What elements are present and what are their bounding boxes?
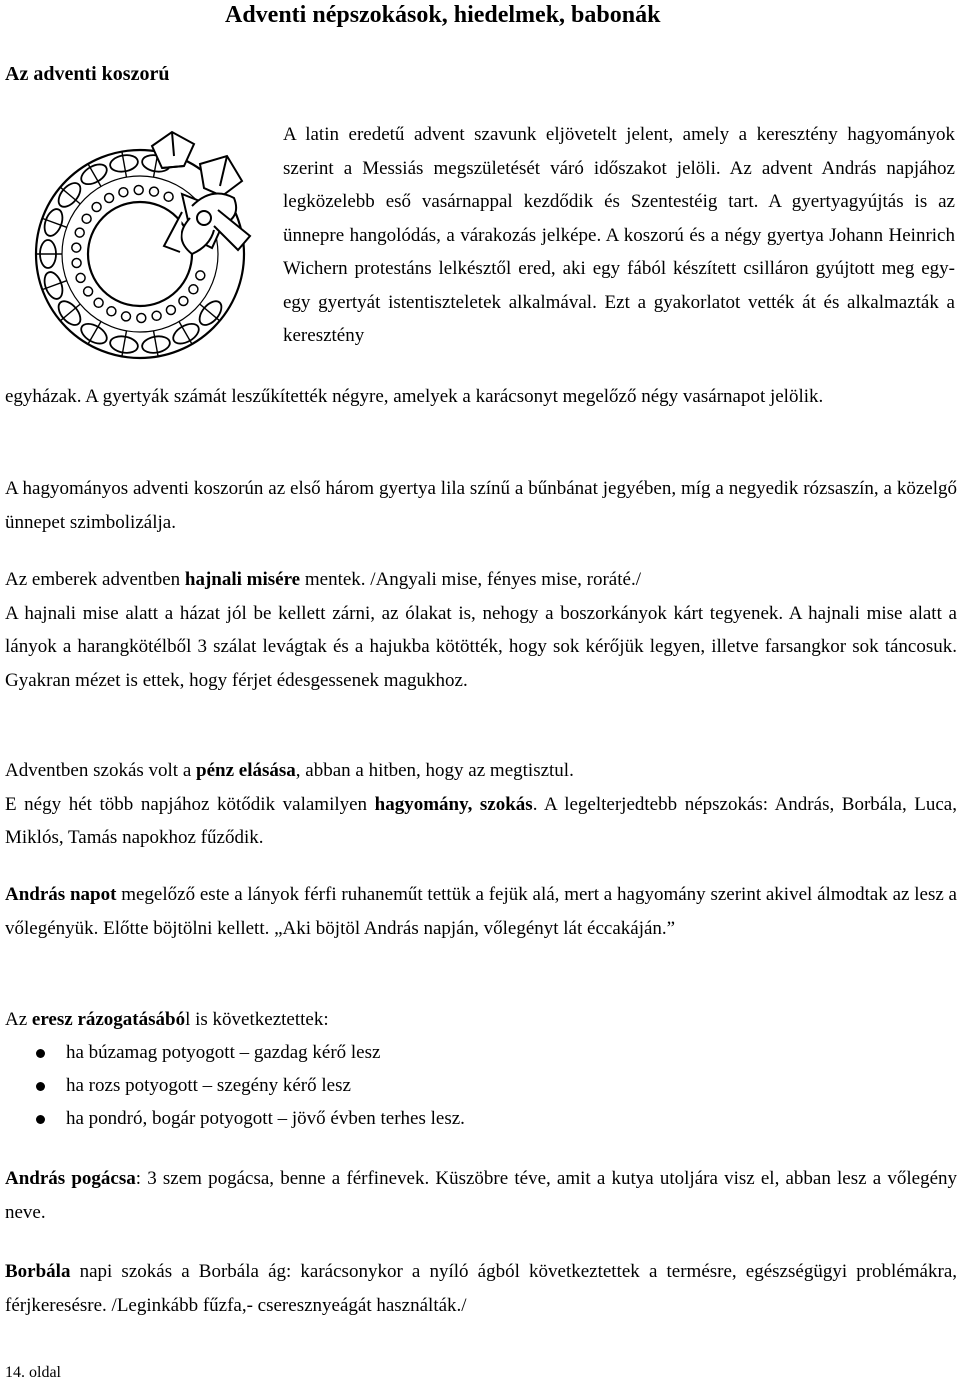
bold-term: eresz rázogatásábó — [31, 1009, 186, 1030]
text-run: E négy hét több napjához kötődik valamilyen — [5, 793, 375, 815]
bold-term: hajnali misére — [184, 569, 301, 590]
text-run: Az — [5, 1009, 32, 1030]
andras-pogacsa-paragraph — [5, 1162, 957, 1229]
bullet-icon — [36, 1115, 45, 1124]
eaves-shaking-paragraph — [5, 1003, 957, 1037]
list-item-text: ha búzamag potyogott – gazdag kérő lesz — [66, 1042, 381, 1063]
text-run: napi szokás a Borbála ág: karácsonykor a nyíló ágból következtettek a termésre, egészségügyi problémákra, férjkeresésre. /Leginkább fűzfa,- cseresznyeágát használták./ — [5, 1261, 957, 1316]
candles-paragraph: A hagyományos adventi koszorún az első három gyertya lila színű a bűnbánat jegyében, míg a negyedik rózsaszín, a közelgő ünnepet szimbolizálja. — [5, 478, 957, 533]
text-run: : 3 szem pogácsa, benne a férfinevek. Küszöbre téve, amit a kutya utoljára visz el, abban lesz a vőlegény neve. — [5, 1168, 958, 1223]
omens-list — [5, 1036, 905, 1135]
advent-wreath-illustration — [22, 126, 274, 368]
bullet-icon — [36, 1082, 45, 1091]
bullet-icon — [36, 1049, 45, 1058]
bold-term: hagyomány, szokás — [374, 793, 533, 815]
intro-paragraph: A latin eredetű advent szavunk eljövetelt jelent, amely a keresztény hagyományok szerint a Messiás megszületését váró időszakot jelöli. Az advent András napjához legközelebb eső vasárnappal kezdődik és Szentestéig tart. A gyertyagyújtás is az ünnepre hangolódás, a várakozás jelképe. A koszorú és a négy gyertya Johann Heinrich Wichern protestáns lelkésztől ered, aki egy fából készített csilláron gyújtott meg egy-egy gyertyát istentiszteletek alkalmával. Ezt a gyakorlatot vették át és alkalmazták a keresztény — [283, 124, 955, 346]
money-burying-paragraph — [5, 754, 957, 855]
bold-term: pénz elásása — [196, 760, 296, 781]
bold-term: András napot — [5, 884, 117, 905]
list-item — [5, 1036, 905, 1069]
andras-day-paragraph — [5, 878, 957, 945]
text-run: . A legelterjedtebb népszokás: András, Borbála, Luca, Miklós, Tamás napokhoz fűződik. — [5, 793, 957, 848]
list-item-text: ha pondró, bogár potyogott – jövő évben terhes lesz. — [66, 1108, 465, 1129]
page-title: Adventi népszokások, hiedelmek, babonák — [225, 2, 661, 28]
list-item — [5, 1069, 905, 1102]
text-run: Az emberek adventben — [5, 569, 185, 590]
text-run: megelőző este a lányok férfi ruhaneműt tettük a fejük alá, mert a hagyomány szerint akivel álmodtak az lesz a vőlegényük. Előtte böjtölni kellett. „Aki böjtöl András napján, vőlegényt lát éccakáján.” — [5, 884, 957, 939]
page-number: 14. oldal — [5, 1364, 61, 1381]
text-run: A hajnali mise alatt a házat jól be kellett zárni, az ólakat is, nehogy a boszorkányok kárt tegyenek. A hajnali mise alatt a lányok a harangkötélből 3 szálat levágtak és a hajukba kötötték, hogy sok kérőjük legyen, illetve farsangkor sok táncosuk. Gyakran mézet is ettek, hogy férjet édesgessenek magukhoz. — [5, 602, 957, 691]
section-heading: Az adventi koszorú — [5, 63, 170, 85]
bold-term: András pogácsa — [5, 1168, 136, 1189]
text-run: mentek. /Angyali mise, fényes mise, roráté./ — [300, 569, 641, 590]
morning-mass-paragraph — [5, 563, 957, 697]
text-run: , abban a hitben, hogy az megtisztul. — [295, 760, 574, 781]
list-item — [5, 1102, 905, 1135]
text-run: Adventben szokás volt a — [5, 760, 197, 781]
text-run: l is következtettek: — [185, 1009, 329, 1030]
list-item-text: ha rozs potyogott – szegény kérő lesz — [66, 1075, 351, 1096]
bold-term: Borbála — [5, 1261, 71, 1282]
intro-paragraph-continuation: egyházak. A gyertyák számát leszűkítették négyre, amelyek a karácsonyt megelőző négy vasárnapot jelölik. — [5, 386, 824, 407]
borbala-paragraph — [5, 1255, 957, 1322]
